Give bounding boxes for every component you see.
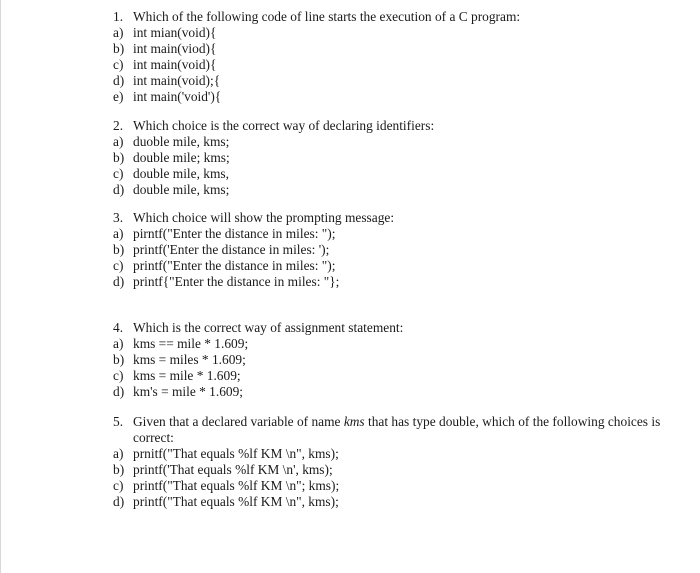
option-text: printf{"Enter the distance in miles: "}; [133,274,340,289]
option-d [113,73,673,89]
question-1 [113,9,673,105]
question-stem [113,320,673,336]
question-text: Which is the correct way of assignment statement: [133,320,404,335]
option-text: kms == mile * 1.609; [133,336,249,351]
option-d [113,182,673,198]
option-letter: b) [113,462,125,477]
option-a [113,134,673,150]
option-letter: d) [113,182,125,197]
option-a [113,226,673,242]
option-text: pirntf("Enter the distance in miles: "); [133,226,336,241]
question-stem [113,9,673,25]
option-b [113,352,673,368]
option-letter: a) [113,446,124,461]
option-letter: d) [113,274,125,289]
option-text: kms = mile * 1.609; [133,368,241,383]
option-text: km's = mile * 1.609; [133,384,244,399]
option-letter: a) [113,336,124,351]
option-text: printf("Enter the distance in miles: "); [133,258,336,273]
option-letter: c) [113,166,124,181]
question-4 [113,320,673,400]
question-text-before: Given that a declared variable of name [133,414,344,429]
question-3 [113,210,673,290]
option-c [113,258,673,274]
option-text: double mile; kms; [133,150,230,165]
question-5 [113,414,673,510]
option-letter: b) [113,150,125,165]
option-text: prnitf("That equals %lf KM \n", kms); [133,446,339,461]
option-text: int main(void){ [133,57,217,72]
option-a [113,336,673,352]
option-a [113,25,673,41]
option-text: double mile, kms, [133,166,229,181]
option-text: printf('Enter the distance in miles: '); [133,242,330,257]
option-c [113,368,673,384]
question-number: 5. [113,414,124,429]
option-d [113,494,673,510]
question-text: Which choice will show the prompting message: [133,210,395,225]
question-stem [113,118,673,134]
option-text: printf('That equals %lf KM \n', kms); [133,462,333,477]
question-number: 2. [113,118,124,133]
option-c [113,166,673,182]
option-letter: c) [113,57,124,72]
option-letter: b) [113,41,125,56]
question-number: 1. [113,9,124,24]
option-letter: e) [113,89,124,104]
question-text: Which choice is the correct way of declaring identifiers: [133,118,435,133]
option-letter: a) [113,134,124,149]
option-letter: b) [113,242,125,257]
option-text: printf("That equals %lf KM \n", kms); [133,494,339,509]
option-d [113,274,673,290]
question-number: 3. [113,210,124,225]
question-text: Which of the following code of line starts the execution of a C program: [133,9,521,24]
option-b [113,150,673,166]
question-stem [113,414,673,446]
option-e [113,89,673,105]
option-text: kms = miles * 1.609; [133,352,246,367]
option-letter: a) [113,226,124,241]
option-text: int main(viod){ [133,41,217,56]
question-text-after: that has type double, which of the following choices is correct: [133,414,661,445]
option-c [113,57,673,73]
option-letter: d) [113,73,125,88]
option-text: double mile, kms; [133,182,230,197]
option-letter: b) [113,352,125,367]
question-stem [113,210,673,226]
option-text: int main('void'){ [133,89,222,104]
variable-name: kms [343,414,365,429]
option-letter: c) [113,368,124,383]
option-letter: c) [113,478,124,493]
option-text: int main(void);{ [133,73,221,88]
option-letter: c) [113,258,124,273]
option-text: int mian(void){ [133,25,217,40]
option-text: duoble mile, kms; [133,134,230,149]
option-b [113,462,673,478]
question-number: 4. [113,320,124,335]
question-2 [113,118,673,198]
option-letter: d) [113,384,125,399]
option-c [113,478,673,494]
option-a [113,446,673,462]
option-text: printf("That equals %lf KM \n"; kms); [133,478,340,493]
option-b [113,41,673,57]
question-text [133,414,673,446]
option-d [113,384,673,400]
option-b [113,242,673,258]
option-letter: d) [113,494,125,509]
option-letter: a) [113,25,124,40]
